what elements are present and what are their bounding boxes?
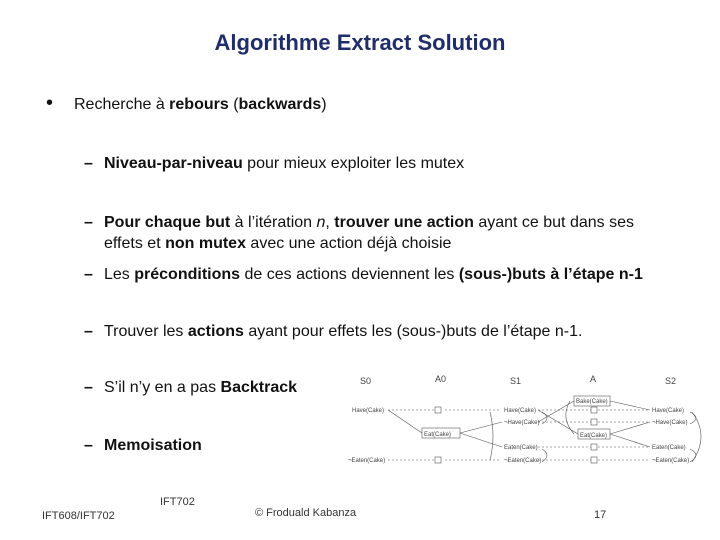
text-bold: préconditions [134,266,241,283]
noop-box [435,457,441,463]
dash-icon: – [84,266,93,283]
s1-prop: Eaten(Cake) [504,445,538,451]
precondition-link [388,410,422,433]
footer-course: IFT608/IFT702 [42,510,115,522]
noop-box [435,407,441,413]
header-s0: S0 [360,376,372,386]
text: ) [321,96,327,113]
effect-link [610,422,650,434]
text-bold: (sous-)buts à l’étape n-1 [458,266,643,283]
text: , [325,214,335,231]
sub-bullet-pour-chaque-but-cont [104,233,451,254]
mutex-arc [490,412,493,460]
text: Trouver les [104,323,188,340]
dash-icon: – [84,323,93,340]
dash-icon: – [84,437,93,454]
text: ayant ce but dans ses [473,214,634,231]
text: effets et [104,235,166,252]
s0-prop: ¬Eaten(Cake) [348,458,386,464]
text-bold: Backtrack [220,379,298,396]
slide-title: Algorithme Extract Solution [214,30,506,55]
noop-box [591,457,597,463]
text: à l’itération [230,214,317,231]
noop-box [591,444,597,450]
noop-box [591,407,597,413]
s0-prop: Have(Cake) [352,408,385,414]
text-bold: trouver une action [334,214,474,231]
a1-action: Eat(Cake) [580,433,608,439]
s2-prop: ¬Have(Cake) [652,420,688,426]
a0-action: Eat(Cake) [424,432,452,438]
sub-bullet-trouver-actions [84,321,582,342]
text-bold: Pour chaque but [104,214,231,231]
noop-box [591,419,597,425]
header-a0: A0 [435,374,447,384]
text: ( [228,96,239,113]
text-bold: Niveau-par-niveau [104,155,243,172]
header-s2: S2 [665,376,677,386]
s1-prop: ¬Have(Cake) [504,420,540,426]
header-s1: S1 [510,376,522,386]
page-number: 17 [594,509,607,521]
text-bold: Memoisation [104,437,202,454]
text: Les [104,266,135,283]
s2-prop: Eaten(Cake) [652,445,686,451]
text: pour mieux exploiter les mutex [242,155,465,172]
text-bold: rebours [169,96,229,113]
text-bold: actions [187,323,244,340]
dash-icon: – [84,155,93,172]
footer-author: © Froduald Kabanza [255,507,357,519]
s1-prop: Have(Cake) [504,408,537,414]
a1-action: Bake(Cake) [576,399,608,405]
sub-bullet-preconditions [84,264,643,285]
footer-course-code: IFT702 [160,496,195,508]
bullet-recherche [74,94,327,115]
mutex-arc [566,401,574,434]
bullet-icon: • [46,92,54,114]
dash-icon: – [84,379,93,396]
text: ayant pour effets les (sous-)buts de l’étape n-1. [243,323,583,340]
text: S’il n’y en a pas [104,379,221,396]
effect-link [610,434,650,447]
text-bold: non mutex [165,235,246,252]
header-a1: A [590,374,597,384]
sub-bullet-backtrack [84,377,297,398]
sub-bullet-niveau [84,153,464,174]
sub-bullet-pour-chaque-but [84,212,634,233]
s1-prop: ¬Eaten(Cake) [504,458,542,464]
text-bold: backwards [238,96,322,113]
planning-graph-diagram [330,370,720,480]
text: Recherche à [74,96,170,113]
text-italic: n [316,214,326,231]
effect-link [460,422,502,433]
effect-link [460,433,502,447]
s2-prop: ¬Eaten(Cake) [652,458,690,464]
text: avec une action déjà choisie [245,235,452,252]
s2-prop: Have(Cake) [652,408,685,414]
sub-bullet-memoisation [84,435,202,456]
dash-icon: – [84,214,93,231]
text: de ces actions deviennent les [240,266,459,283]
mutex-arc [692,412,701,462]
effect-link [610,401,650,410]
